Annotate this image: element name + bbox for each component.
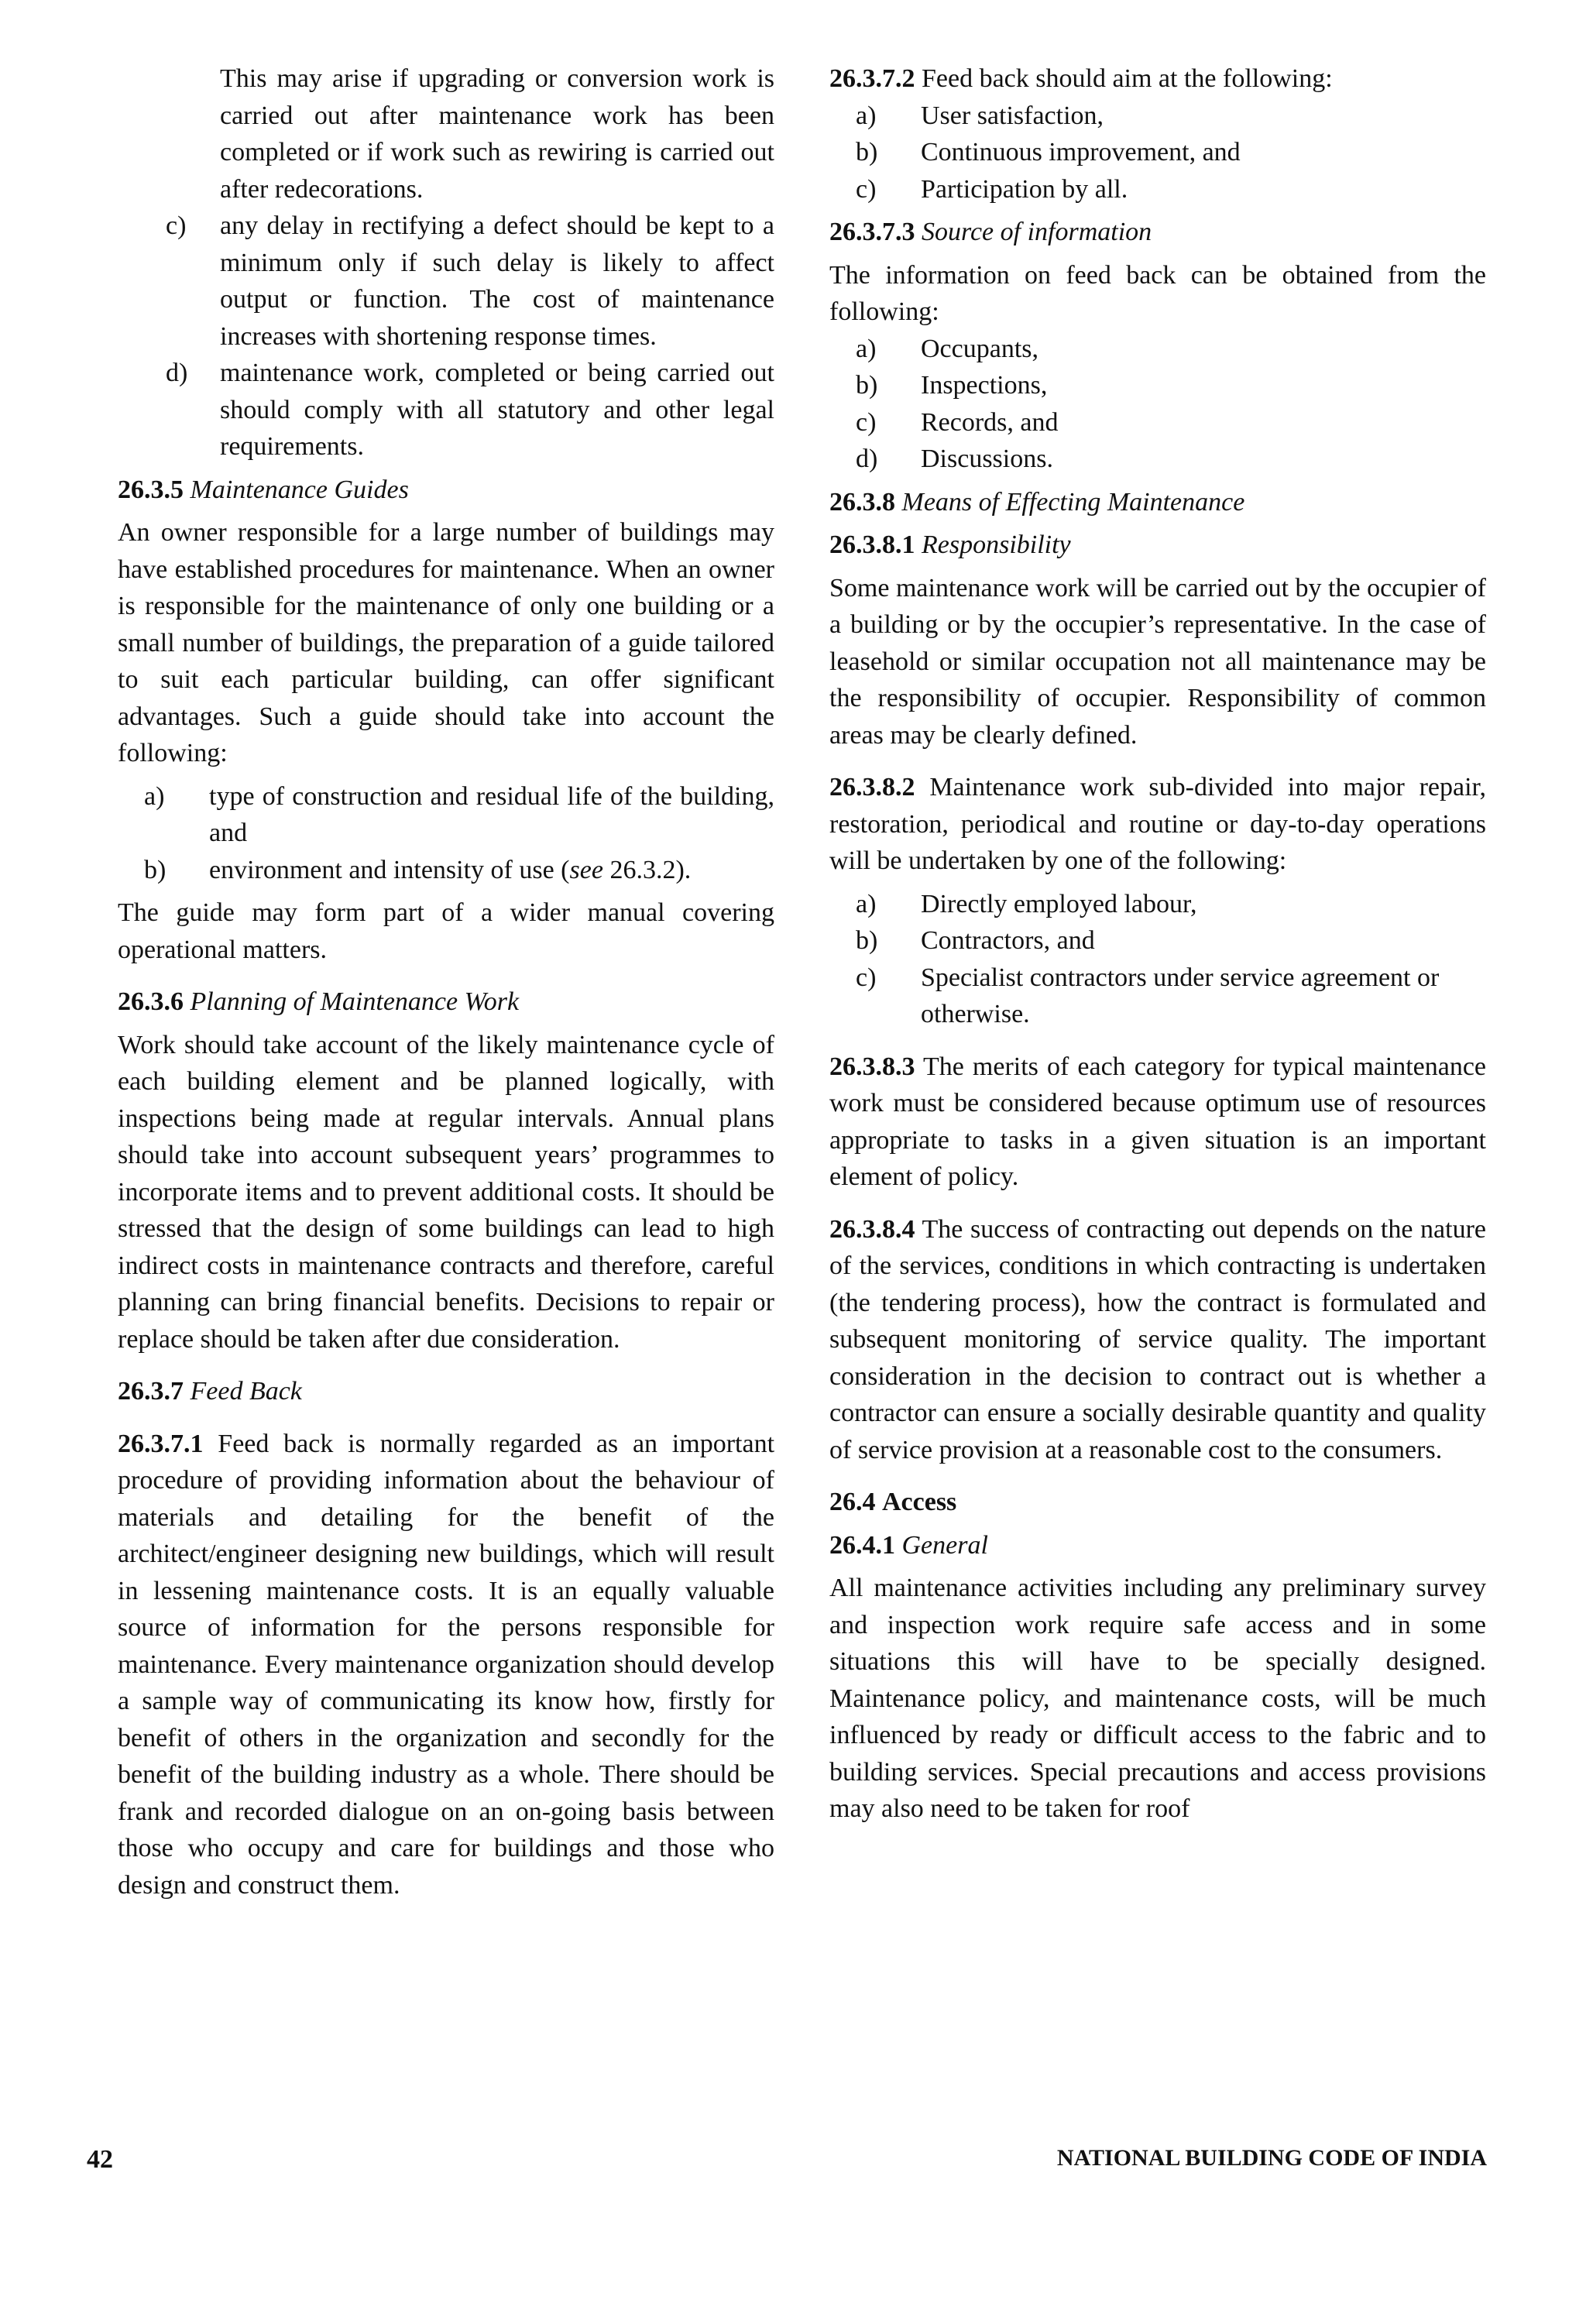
list-item: c) Specialist contractors under service agreement or otherwise. xyxy=(856,963,1440,1028)
publication-title: NATIONAL BUILDING CODE OF INDIA xyxy=(1056,2145,1487,2171)
list-item-c xyxy=(118,208,774,355)
list-item: c) Records, and xyxy=(856,407,1059,437)
paragraph: An owner responsible for a large number of buildings may have established procedures for maintenance. When an owner is responsible for the maintenance of only one building or a small number of buildings, the preparation of a guide tailored to suit each particular building, can offer significant advantages. Such a guide should take into account the following: xyxy=(118,518,774,767)
section-heading-26-3-8-1: 26.3.8.1 Responsibility xyxy=(829,530,1071,559)
section-heading-26-3-7: 26.3.7 Feed Back xyxy=(118,1377,302,1406)
paragraph-26-3-8-2: 26.3.8.2 Maintenance work sub-divided into major repair, restoration, periodical and routine or day-to-day operations will be undertaken by one of the following: xyxy=(829,773,1487,875)
paragraph: The information on feed back can be obtained from the following: xyxy=(829,260,1486,326)
list-item: d) Discussions. xyxy=(856,445,1053,473)
list-item: a) Occupants, xyxy=(856,334,1039,363)
paragraph-26-3-7-2: 26.3.7.2 Feed back should aim at the following: xyxy=(829,64,1333,93)
list-item: a) User satisfaction, xyxy=(856,101,1104,130)
list-text: maintenance work, completed or being carried out should comply with all statutory and other legal requirements. xyxy=(220,359,774,461)
list-label: c) xyxy=(166,211,187,240)
paragraph-26-3-7-1: 26.3.7.1 Feed back is normally regarded as an important procedure of providing information about the behaviour of materials and detailing for the benefit of the architect/engineer designing new buildings, which will result in lessening maintenance costs. It is an equally valuable source of information for the persons responsible for maintenance. Every maintenance organization should develop a sample way of communicating its know how, firstly for benefit of others in the organization and secondly for the benefit of the building industry as a whole. There should be frank and recorded dialogue on an on-going basis between those who occupy and care for buildings and those who design and construct them. xyxy=(118,1429,775,1900)
continuation-paragraph: This may arise if upgrading or conversion work is carried out after maintenance work has been completed or if work such as rewiring is carried out after redecorations. xyxy=(220,64,774,204)
right-column xyxy=(829,60,1486,1828)
section-heading-26-4: 26.4 Access xyxy=(829,1488,957,1516)
section-heading-26-3-6: 26.3.6 Planning of Maintenance Work xyxy=(118,987,520,1016)
paragraph: Work should take account of the likely maintenance cycle of each building element and be planned logically, with inspections being made at regular intervals. Annual plans should take into account subsequent years’ programmes to incorporate items and to prevent additional costs. It should be stressed that the design of some buildings can lead to high indirect costs in maintenance contracts and therefore, careful planning can bring financial benefits. Decisions to repair or replace should be taken after due consideration. xyxy=(118,1030,774,1354)
list-text: any delay in rectifying a defect should be kept to a minimum only if such delay is likely to affect output or function. The cost of maintenance increases with shortening response times. xyxy=(220,211,774,351)
list-item-a: a) type of construction and residual life of the building, and xyxy=(144,781,774,847)
list-item-d xyxy=(118,355,774,465)
paragraph: Some maintenance work will be carried out by the occupier of a building or by the occupier’s representative. In the case of leasehold or similar occupation not all maintenance may be the responsibility of occupier. Responsibility of common areas may be clearly defined. xyxy=(829,573,1486,750)
section-heading-26-3-8: 26.3.8 Means of Effecting Maintenance xyxy=(829,487,1245,517)
page-number: 42 xyxy=(87,2145,113,2174)
paragraph: All maintenance activities including any preliminary survey and inspection work require safe access and in some situations this will have to be specially designed. Maintenance policy, and maintenance costs, will be much influenced by ready or difficult access to the fabric and to building services. Special precautions and access provisions may also need to be taken for roof xyxy=(829,1574,1486,1823)
list-item: c) Participation by all. xyxy=(856,174,1128,204)
paragraph-26-3-8-3: 26.3.8.3 The merits of each category for typical maintenance work must be considered because optimum use of resources appropriate to tasks in a given situation is an important element of policy. xyxy=(829,1052,1487,1191)
list-label: d) xyxy=(166,359,188,387)
paragraph-26-3-8-4: 26.3.8.4 The success of contracting out depends on the nature of the services, conditions in which contracting is undertaken (the tendering process), how the contract is formulated and subsequent monitoring of service quality. The important consideration in the decision to contract out is whether a contractor can ensure a socially desirable quantity and quality of service provision at a reasonable cost to the consumers. xyxy=(829,1214,1487,1464)
cross-reference: 26.3.2 xyxy=(609,855,676,884)
section-heading-26-3-7-3: 26.3.7.3 Source of information xyxy=(829,218,1152,246)
list-item: b) Contractors, and xyxy=(856,926,1095,955)
list-item: b) Continuous improvement, and xyxy=(856,138,1241,166)
list-item: a) Directly employed labour, xyxy=(856,889,1197,918)
paragraph: The guide may form part of a wider manual covering operational matters. xyxy=(118,898,774,964)
list-item: b) Inspections, xyxy=(856,371,1048,400)
section-heading-26-4-1: 26.4.1 General xyxy=(829,1530,988,1560)
left-column xyxy=(118,60,774,1903)
section-heading-26-3-5: 26.3.5 Maintenance Guides xyxy=(118,475,409,504)
list-item-b: b) environment and intensity of use (see 26.3.2). xyxy=(144,855,692,884)
